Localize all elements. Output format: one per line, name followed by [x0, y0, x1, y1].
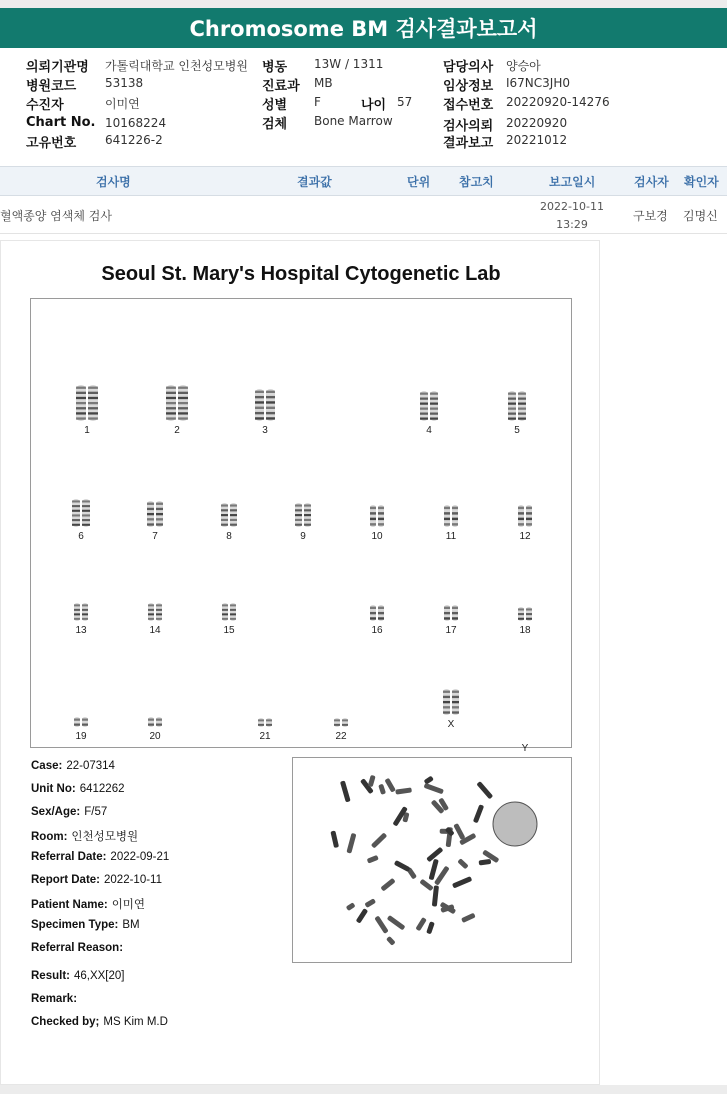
chromosome-pair-14	[135, 603, 175, 636]
value-age: 57	[397, 95, 413, 109]
label-specimen: 검체	[262, 117, 288, 132]
chromosome-number: 4	[426, 425, 432, 436]
label-institution: 의뢰기관명	[26, 60, 89, 75]
reason-label: Referral Reason:	[31, 942, 124, 954]
col-test-name[interactable]: 검사명	[96, 174, 131, 189]
value-department: MB	[314, 76, 333, 90]
sexage-label: Sex/Age:	[31, 806, 81, 818]
chromosome-number: 17	[445, 625, 457, 636]
chromosome-pair-22	[321, 718, 361, 742]
value-clinical-info: I67NC3JH0	[506, 76, 570, 90]
report-date-line	[31, 874, 162, 886]
chromosome-pair-11	[431, 505, 471, 542]
label-result-date: 결과보고	[443, 136, 494, 151]
label-ward: 병동	[262, 60, 288, 75]
chromosome-number: Y	[521, 743, 529, 754]
chromosome-pair-4	[409, 391, 449, 436]
report-title-bar	[0, 8, 727, 48]
unit-line	[31, 783, 125, 795]
col-report-date[interactable]: 보고일시	[549, 174, 596, 189]
col-confirmer[interactable]: 확인자	[684, 174, 719, 189]
reason-line	[31, 942, 127, 954]
chromosome-pair-6	[61, 499, 101, 542]
chromosome-pair-16	[357, 605, 397, 636]
result-label: Result:	[31, 970, 70, 982]
cell-report-time: 13:29	[556, 217, 588, 231]
sexage-line	[31, 806, 107, 818]
chromosome-number: 12	[519, 531, 531, 542]
value-sex: F	[314, 95, 321, 109]
result-grid-header	[0, 166, 727, 196]
chromosome-pair-2	[157, 385, 197, 436]
chromosome-number: 2	[174, 425, 180, 436]
karyotype-report	[0, 240, 600, 1085]
metaphase-image	[292, 757, 572, 963]
chromosome-number: 10	[371, 531, 383, 542]
referral-date-value: 2022-09-21	[110, 851, 170, 863]
chromosome-pair-X	[431, 689, 471, 730]
cell-tester: 구보경	[633, 208, 668, 223]
label-chart-no: Chart No.	[26, 115, 96, 130]
chromosome-pair-1	[67, 385, 107, 436]
unit-label: Unit No:	[31, 783, 76, 795]
label-department: 진료과	[262, 79, 300, 94]
cell-confirmer: 김명신	[683, 208, 718, 223]
checked-line	[31, 1016, 168, 1028]
chromosome-number: 13	[75, 625, 87, 636]
chromosome-number: 14	[149, 625, 161, 636]
chromosome-pair-7	[135, 501, 175, 542]
col-tester[interactable]: 검사자	[634, 174, 669, 189]
chromosome-pair-8	[209, 503, 249, 542]
value-specimen: Bone Marrow	[314, 114, 393, 128]
value-unique-no: 641226-2	[105, 133, 163, 147]
patient-name-label: Patient Name:	[31, 899, 108, 911]
patient-name-line	[31, 896, 145, 912]
chromosome-pair-19	[61, 717, 101, 742]
col-result[interactable]: 결과값	[297, 174, 332, 189]
chromosome-number: 15	[223, 625, 235, 636]
chromosome-number: 11	[445, 531, 457, 542]
chromosome-number: 19	[75, 731, 87, 742]
chromosome-number: 3	[262, 425, 268, 436]
chromosome-number: 21	[259, 731, 271, 742]
result-line	[31, 970, 125, 982]
chromosome-pair-9	[283, 503, 323, 542]
patient-name-value: 이미연	[111, 899, 146, 911]
metaphase-spread	[293, 758, 571, 962]
value-result-date: 20221012	[506, 133, 568, 147]
label-sex: 성별	[262, 98, 288, 113]
chromosome-number: 7	[152, 531, 158, 542]
value-ward: 13W / 1311	[314, 57, 384, 71]
chromosome-number: 22	[335, 731, 347, 742]
lab-title: Seoul St. Mary's Hospital Cytogenetic Lab	[101, 263, 501, 285]
chromosome-number: 9	[300, 531, 306, 542]
chromosome-number: 6	[78, 531, 84, 542]
sexage-value: F/57	[84, 806, 108, 818]
chromosome-pair-Y	[505, 739, 545, 754]
remark-label: Remark:	[31, 993, 78, 1005]
referral-date-line	[31, 851, 169, 863]
chromosome-pair-15	[209, 603, 249, 636]
chromosome-number: 20	[149, 731, 161, 742]
checked-label: Checked by;	[31, 1016, 100, 1028]
report-date-label: Report Date:	[31, 874, 101, 886]
cell-test-name: 혈액종양 염색체 검사	[0, 208, 112, 223]
table-row[interactable]	[0, 197, 727, 234]
result-value: 46,XX[20]	[73, 970, 125, 982]
label-hospital-code: 병원코드	[26, 79, 77, 94]
specimen-value: BM	[122, 919, 140, 931]
chromosome-pair-13	[61, 603, 101, 636]
chromosome-pair-12	[505, 505, 545, 542]
case-line	[31, 760, 115, 772]
label-doctor: 담당의사	[443, 60, 494, 75]
chromosome-number: 5	[514, 425, 520, 436]
remark-line	[31, 993, 81, 1005]
referral-date-label: Referral Date:	[31, 851, 107, 863]
chromosome-pair-10	[357, 505, 397, 542]
value-institution: 가톨릭대학교 인천성모병원	[105, 59, 248, 73]
specimen-line	[31, 919, 140, 931]
cell-report-date: 2022-10-11	[540, 199, 604, 213]
col-unit[interactable]: 단위	[407, 174, 431, 189]
value-request-date: 20220920	[506, 116, 568, 130]
karyogram	[30, 298, 572, 754]
chromosome-number: 16	[371, 625, 383, 636]
bottom-strip	[0, 1085, 727, 1094]
label-age: 나이	[361, 98, 387, 113]
room-label: Room:	[31, 831, 68, 843]
chromosome-pair-3	[245, 389, 285, 436]
label-receipt-no: 접수번호	[443, 98, 494, 113]
case-label: Case:	[31, 760, 63, 772]
chromosome-number: 8	[226, 531, 232, 542]
chromosome-pair-21	[245, 718, 285, 742]
value-doctor: 양승아	[506, 59, 541, 73]
value-hospital-code: 53138	[105, 76, 144, 90]
chromosome-number: 18	[519, 625, 531, 636]
case-value: 22-07314	[66, 760, 115, 772]
cell-report-datetime	[540, 197, 604, 233]
unit-value: 6412262	[79, 783, 125, 795]
chromosome-pair-17	[431, 605, 471, 636]
value-receipt-no: 20220920-14276	[506, 95, 610, 109]
checked-value: MS Kim M.D	[103, 1016, 168, 1028]
specimen-label: Specimen Type:	[31, 919, 119, 931]
col-reference[interactable]: 참고치	[459, 174, 494, 189]
label-patient: 수진자	[26, 98, 64, 113]
page-title: Chromosome BM 검사결과보고서	[189, 17, 538, 41]
chromosome-pair-5	[497, 391, 537, 436]
room-line	[31, 828, 138, 844]
chromosome-pair-18	[505, 607, 545, 636]
label-request-date: 검사의뢰	[443, 119, 494, 134]
report-date-value: 2022-10-11	[104, 874, 162, 886]
label-clinical-info: 임상정보	[443, 79, 494, 94]
room-value: 인천성모병원	[71, 831, 139, 843]
label-unique-no: 고유번호	[26, 136, 77, 151]
chromosome-number: X	[447, 719, 455, 730]
value-chart-no: 10168224	[105, 116, 167, 130]
chromosome-number: 1	[84, 425, 90, 436]
patient-info-panel	[0, 52, 727, 162]
top-strip	[0, 0, 727, 8]
value-patient: 이미연	[105, 97, 140, 111]
chromosome-pair-20	[135, 717, 175, 742]
